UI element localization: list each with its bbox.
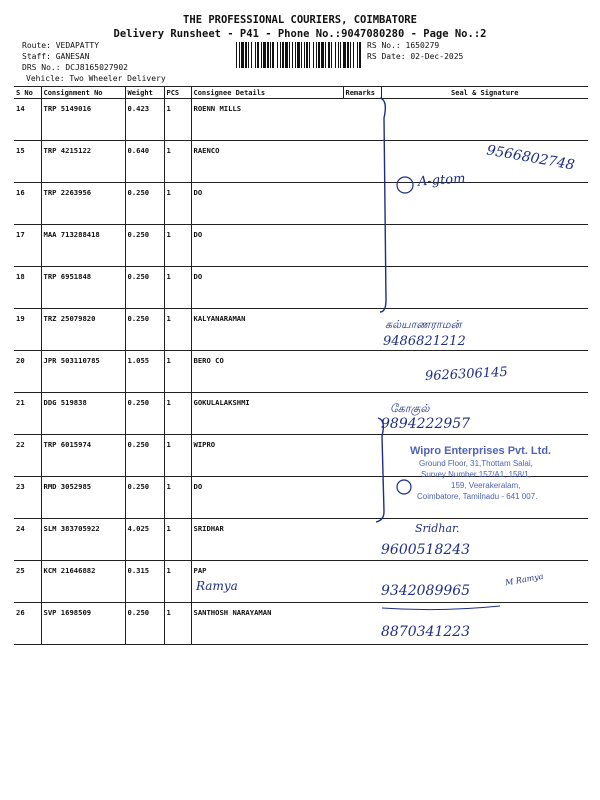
cell-consignment: TRP 6951848 [41,267,125,309]
col-header-weight: Weight [125,87,164,99]
cell-consignee: SANTHOSH NARAYAMAN [191,603,343,645]
cell-consignment: JPR 503110785 [41,351,125,393]
cell-sno: 25 [14,561,41,603]
cell-pcs: 1 [164,519,191,561]
cell-sno: 16 [14,183,41,225]
cell-consignee: WIPRO [191,435,343,477]
cell-sno: 15 [14,141,41,183]
cell-pcs: 1 [164,603,191,645]
col-header-consignment: Consignment No [41,87,125,99]
cell-pcs: 1 [164,351,191,393]
stamp-line-4: Coimbatore, Tamilnadu - 641 007. [417,492,538,501]
cell-pcs: 1 [164,435,191,477]
ink-bracket-top [380,98,386,312]
cell-consignment: DDG 519838 [41,393,125,435]
cell-consignment: TRP 4215122 [41,141,125,183]
cell-sno: 19 [14,309,41,351]
company-title: THE PROFESSIONAL COURIERS, COIMBATORE [183,14,417,26]
cell-consignee: GOKULALAKSHMI [191,393,343,435]
cell-pcs: 1 [164,225,191,267]
hw-phone-1: 9566802748 [485,142,576,174]
cell-sno: 20 [14,351,41,393]
cell-consignment: SLM 383705922 [41,519,125,561]
cell-weight: 0.250 [125,225,164,267]
col-header-sno: S No [14,87,41,99]
cell-weight: 0.315 [125,561,164,603]
hw-phone-21: 9894222957 [381,416,471,432]
hw-signature-1: A-gtom [417,171,466,190]
col-header-seal: Seal & Signature [381,87,588,99]
cell-weight: 0.250 [125,603,164,645]
hw-name-25: Ramya [196,579,238,593]
cell-consignee: SRIDHAR [191,519,343,561]
cell-sno: 26 [14,603,41,645]
cell-sno: 17 [14,225,41,267]
cell-sno: 23 [14,477,41,519]
cell-consignee: RAENCO [191,141,343,183]
rs-date: RS Date: 02-Dec-2025 [367,52,464,61]
stamp-company: Wipro Enterprises Pvt. Ltd. [410,445,552,457]
cell-consignment: MAA 713288418 [41,225,125,267]
cell-consignment: SVP 1698509 [41,603,125,645]
hw-phone-25: 9342089965 [381,583,471,599]
cell-consignee: DO [191,267,343,309]
cell-weight: 0.250 [125,477,164,519]
cell-pcs: 1 [164,309,191,351]
cell-weight: 4.025 [125,519,164,561]
cell-consignment: TRZ 25079820 [41,309,125,351]
cell-pcs: 1 [164,99,191,141]
cell-pcs: 1 [164,477,191,519]
cell-sno: 24 [14,519,41,561]
cell-consignee: DO [191,477,343,519]
drs-number: DRS No.: DCJ8165027902 [22,63,128,72]
ink-circle-2 [397,480,411,494]
cell-weight: 0.250 [125,183,164,225]
col-header-pcs: PCS [164,87,191,99]
cell-sno: 14 [14,99,41,141]
stamp-line-3: 159, Veerakeralam, [451,481,521,490]
stamp-line-2: Survey Number 157/A1, 158/1, [421,470,531,479]
cell-consignee: PAP [191,561,343,603]
hw-signature-21: கோகுல் [390,402,430,415]
col-header-remarks: Remarks [343,87,381,99]
cell-consignee: DO [191,225,343,267]
cell-weight: 0.250 [125,309,164,351]
hw-signature-25: M Ramya [504,571,545,588]
hw-phone-24: 9600518243 [381,542,471,558]
hw-signature-19: கல்யாணராமன் [385,318,462,331]
cell-weight: 0.640 [125,141,164,183]
hw-phone-19: 9486821212 [383,334,466,349]
vehicle-label: Vehicle: Two Wheeler Delivery [26,74,166,83]
cell-consignee: DO [191,183,343,225]
cell-consignment: TRP 5149016 [41,99,125,141]
runsheet-subtitle: Delivery Runsheet - P41 - Phone No.:9047080280 - Page No.:2 [113,28,487,40]
route-label: Route: VEDAPATTY [22,41,100,50]
cell-weight: 0.250 [125,267,164,309]
ink-circle-1 [397,177,413,193]
cell-weight: 0.250 [125,393,164,435]
hw-phone-26: 8870341223 [381,624,471,640]
cell-weight: 0.250 [125,435,164,477]
stamp-line-1: Ground Floor, 31,Thottam Salai, [419,459,533,468]
hw-signature-24: Sridhar. [415,522,460,535]
cell-consignee: KALYANARAMAN [191,309,343,351]
cell-pcs: 1 [164,141,191,183]
cell-consignment: TRP 2263956 [41,183,125,225]
cell-pcs: 1 [164,561,191,603]
staff-label: Staff: GANESAN [22,52,90,61]
ink-underline [382,606,500,610]
cell-consignment: RMD 3052985 [41,477,125,519]
rs-number: RS No.: 1650279 [367,41,440,50]
cell-sno: 22 [14,435,41,477]
ink-bracket-wipro [376,418,384,522]
cell-consignment: TRP 6015974 [41,435,125,477]
cell-pcs: 1 [164,267,191,309]
cell-weight: 0.423 [125,99,164,141]
col-header-consignee: Consignee Details [191,87,343,99]
cell-pcs: 1 [164,183,191,225]
cell-weight: 1.055 [125,351,164,393]
cell-sno: 21 [14,393,41,435]
cell-pcs: 1 [164,393,191,435]
cell-consignment: KCM 21646882 [41,561,125,603]
hw-phone-20: 9626306145 [424,364,509,385]
cell-consignee: BERO CO [191,351,343,393]
cell-sno: 18 [14,267,41,309]
cell-consignee: ROENN MILLS [191,99,343,141]
